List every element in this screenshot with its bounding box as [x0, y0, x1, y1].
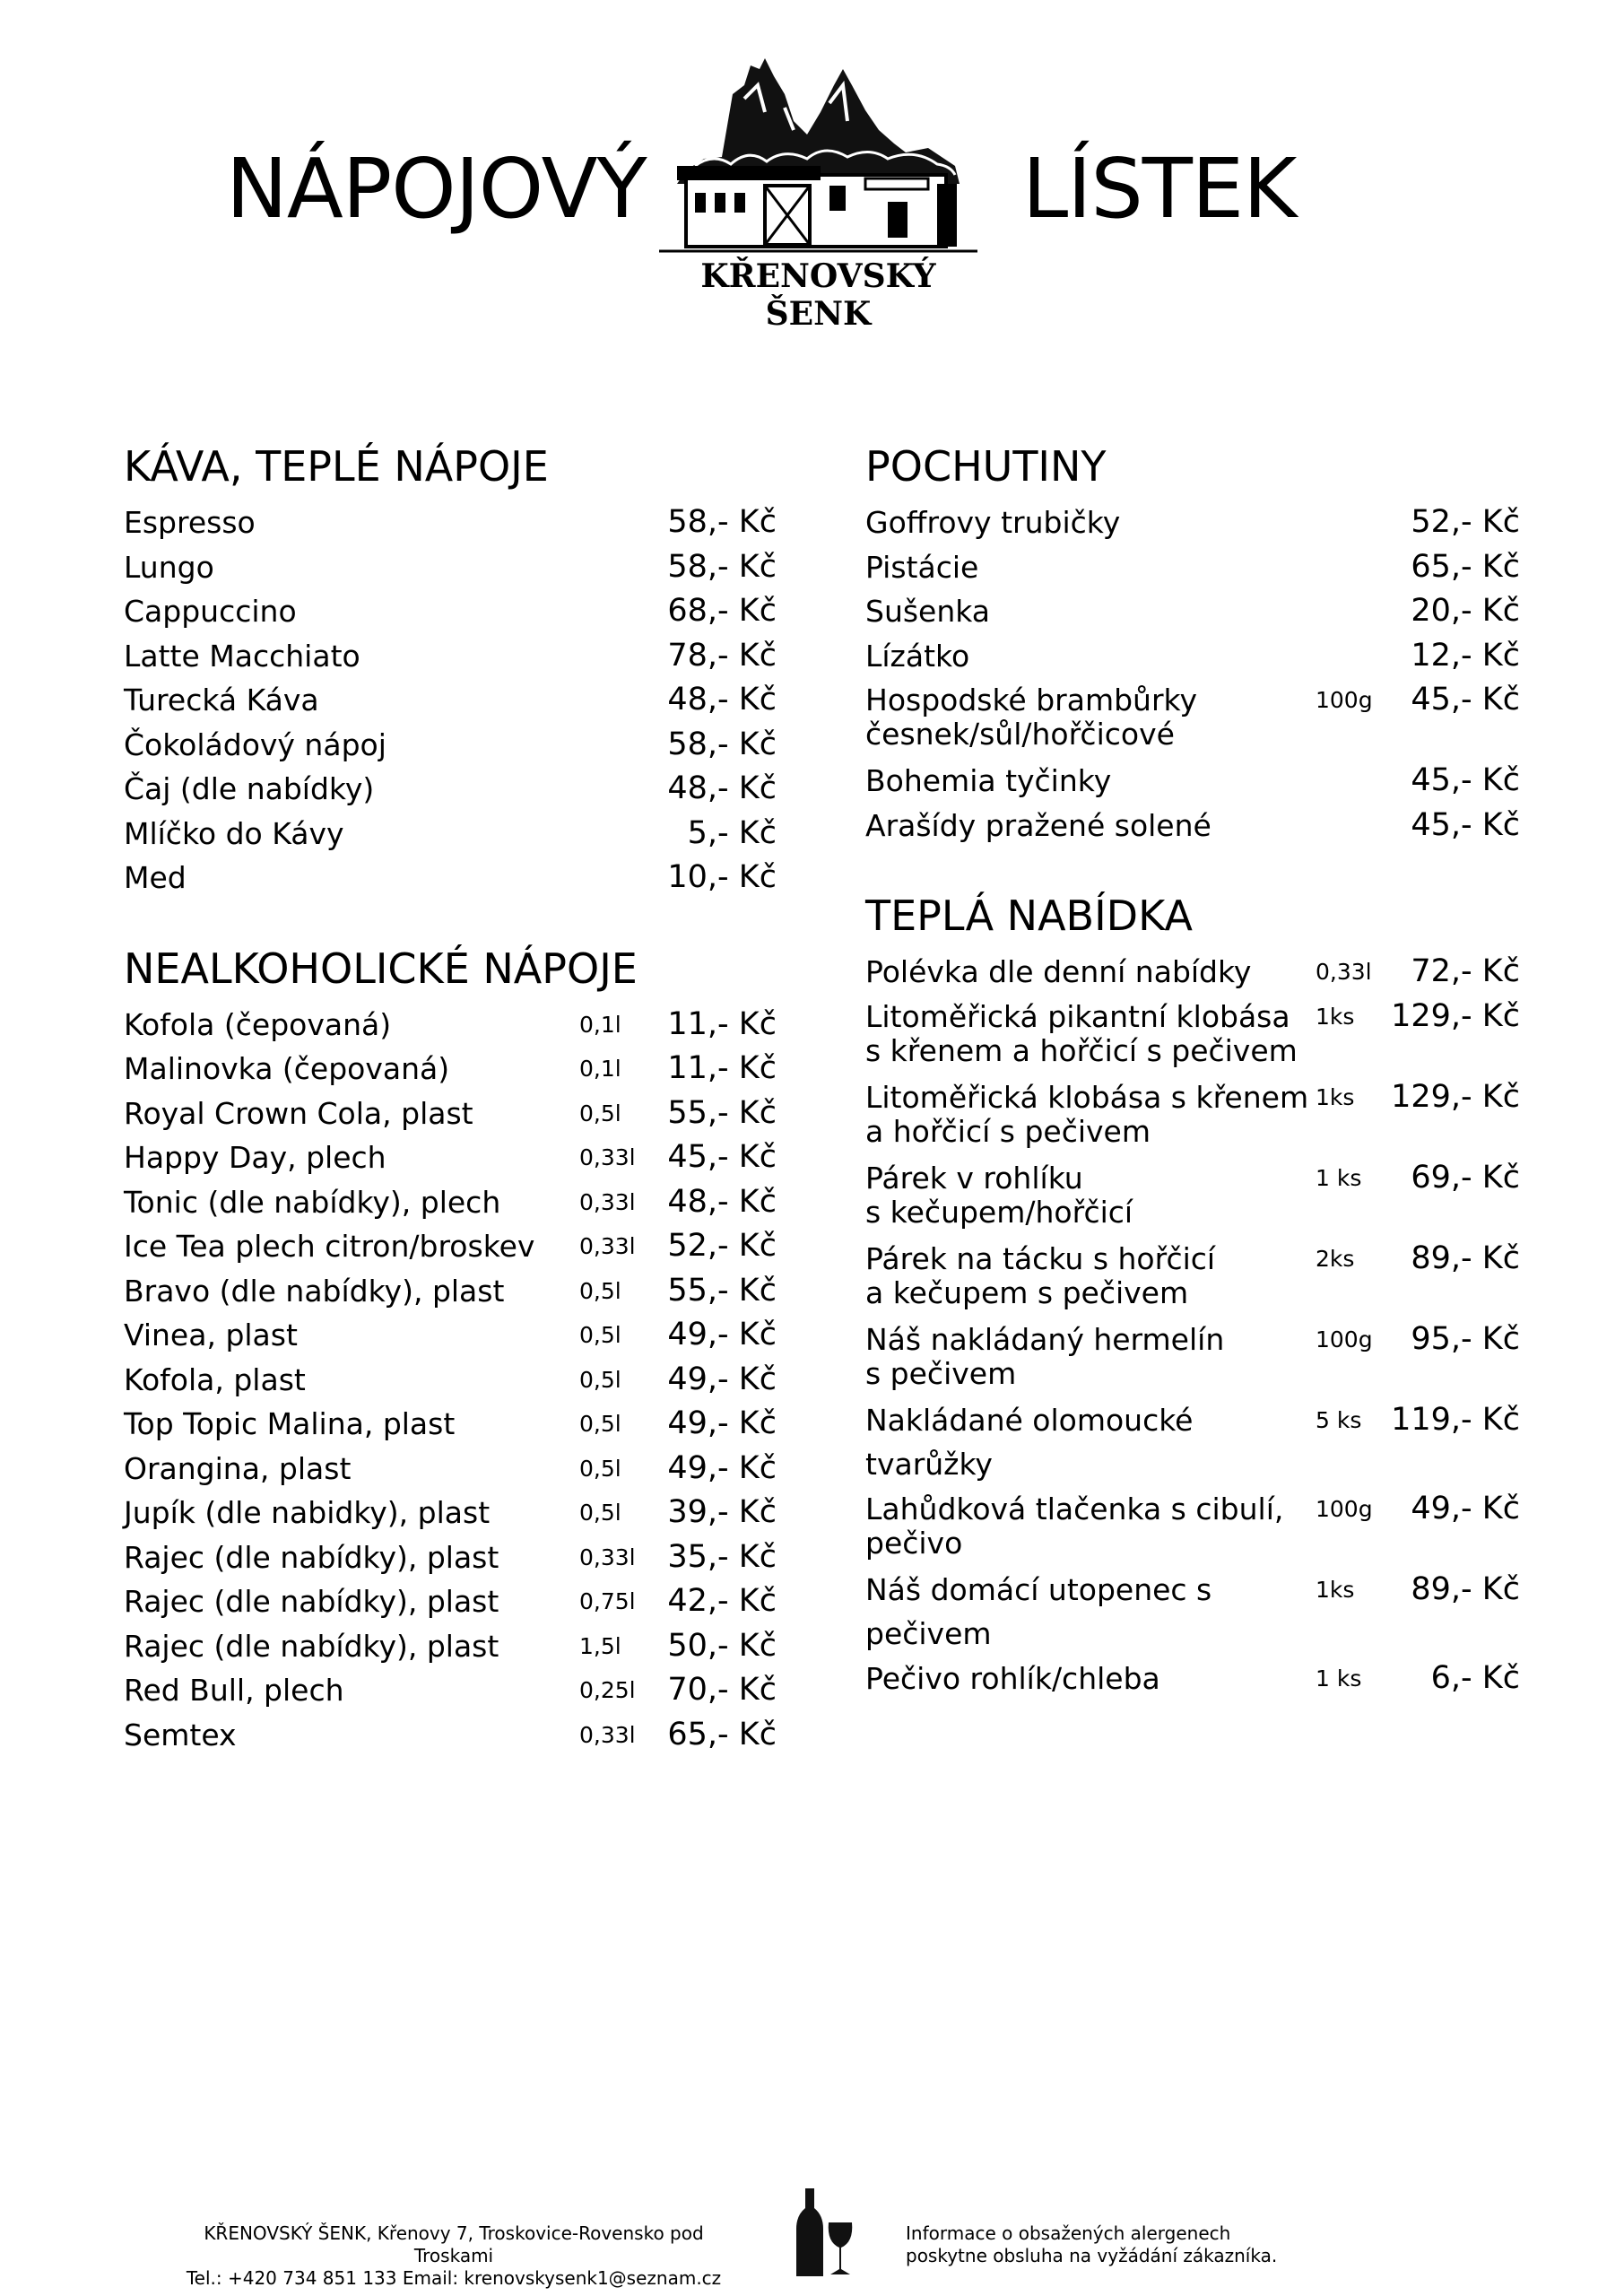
item-quantity: 0,5l	[579, 1100, 621, 1126]
item-price: 65,- Kč	[1411, 548, 1520, 585]
menu-item	[124, 1491, 777, 1535]
left-column	[124, 439, 777, 1798]
building-with-rocks-icon	[659, 58, 977, 265]
menu-item	[124, 1047, 777, 1091]
item-quantity: 0,5l	[579, 1277, 621, 1304]
item-price: 49,- Kč	[667, 1361, 777, 1397]
item-price: 70,- Kč	[667, 1672, 777, 1708]
item-quantity: 0,5l	[579, 1500, 621, 1526]
item-name: Bravo (dle nabídky), plast	[124, 1273, 505, 1309]
item-price: 58,- Kč	[667, 504, 777, 540]
item-name: Rajec (dle nabídky), plast	[124, 1628, 499, 1664]
item-quantity: 1 ks	[1316, 1164, 1362, 1191]
menu-item	[865, 1657, 1520, 1701]
menu-item	[124, 1003, 777, 1048]
section-title: POCHUTINY	[865, 442, 1107, 491]
item-price: 48,- Kč	[667, 682, 777, 718]
item-quantity: 1ks	[1316, 1083, 1355, 1110]
item-price: 39,- Kč	[667, 1494, 777, 1530]
logo	[659, 58, 977, 336]
item-name: Hospodské brambůrky česnek/sůl/hořčicové	[865, 683, 1197, 752]
item-price: 49,- Kč	[667, 1449, 777, 1486]
item-price: 58,- Kč	[667, 548, 777, 585]
item-name: Happy Day, plech	[124, 1140, 386, 1175]
menu-item	[865, 634, 1520, 679]
menu-item	[124, 767, 777, 812]
item-quantity: 1ks	[1316, 1003, 1355, 1030]
item-name: Pečivo rohlík/chleba	[865, 1660, 1160, 1696]
item-quantity: 0,33l	[579, 1188, 636, 1215]
item-price: 48,- Kč	[667, 770, 777, 806]
item-quantity: 100g	[1316, 1495, 1373, 1522]
item-price: 119,- Kč	[1391, 1401, 1520, 1438]
menu-item	[124, 1180, 777, 1225]
item-price: 89,- Kč	[1411, 1239, 1520, 1276]
item-price: 78,- Kč	[667, 637, 777, 674]
item-name: Royal Crown Cola, plast	[124, 1095, 473, 1131]
item-price: 49,- Kč	[1411, 1490, 1520, 1526]
section-title: KÁVA, TEPLÉ NÁPOJE	[124, 442, 549, 491]
menu-section	[865, 889, 1520, 1700]
item-quantity: 0,5l	[579, 1411, 621, 1437]
item-price: 68,- Kč	[667, 593, 777, 629]
menu-item	[865, 1398, 1520, 1487]
item-quantity: 1,5l	[579, 1632, 621, 1659]
item-quantity: 0,33l	[579, 1144, 636, 1170]
item-price: 20,- Kč	[1411, 593, 1520, 629]
menu-item	[865, 545, 1520, 590]
item-price: 69,- Kč	[1411, 1159, 1520, 1196]
item-price: 49,- Kč	[667, 1405, 777, 1441]
item-name: Goffrovy trubičky	[865, 505, 1121, 540]
item-name: Polévka dle denní nabídky	[865, 954, 1252, 989]
item-quantity: 0,33l	[1316, 959, 1372, 985]
menu-item	[865, 759, 1520, 804]
menu-item	[124, 1668, 777, 1713]
item-price: 129,- Kč	[1391, 997, 1520, 1034]
menu-item	[124, 634, 777, 679]
menu-item	[124, 1313, 777, 1358]
footer-allergen-line-2: poskytne obsluha na vyžádání zákazníka.	[906, 2245, 1278, 2266]
item-quantity: 1 ks	[1316, 1665, 1362, 1692]
item-name: Litoměřická klobása s křenem a hořčicí s pečivem	[865, 1079, 1309, 1149]
item-name: Latte Macchiato	[124, 638, 360, 674]
page-title-left: NÁPOJOVÝ	[226, 141, 647, 237]
menu-item	[124, 589, 777, 634]
item-name: Vinea, plast	[124, 1318, 298, 1352]
menu-item	[865, 1568, 1520, 1657]
item-quantity: 0,33l	[579, 1233, 636, 1259]
item-price: 45,- Kč	[667, 1139, 777, 1175]
wine-bottle-glass-icon	[787, 2188, 859, 2278]
item-price: 95,- Kč	[1411, 1320, 1520, 1357]
menu-item	[124, 812, 777, 857]
item-price: 72,- Kč	[1411, 953, 1520, 989]
menu-item	[124, 678, 777, 723]
item-price: 11,- Kč	[667, 1050, 777, 1086]
item-price: 6,- Kč	[1430, 1659, 1520, 1696]
footer-phone-email: Tel.: +420 734 851 133 Email: krenovskysenk1@seznam.cz	[186, 2267, 722, 2289]
item-name: Nakládané olomoucké tvarůžky	[865, 1402, 1194, 1482]
item-price: 58,- Kč	[667, 726, 777, 762]
menu-item	[865, 995, 1520, 1075]
footer-address: KŘENOVSKÝ ŠENK, Křenovy 7, Troskovice-Rovensko pod Troskami	[204, 2222, 704, 2266]
menu-section	[124, 942, 777, 1758]
item-quantity: 0,5l	[579, 1366, 621, 1393]
page-title-right: LÍSTEK	[1022, 141, 1297, 237]
menu-item	[865, 1487, 1520, 1568]
menu-item	[865, 950, 1520, 995]
item-quantity: 0,33l	[579, 1721, 636, 1748]
item-quantity: 0,75l	[579, 1588, 636, 1614]
item-quantity: 0,5l	[579, 1322, 621, 1348]
item-name: Náš domácí utopenec s pečivem	[865, 1571, 1212, 1651]
menu-section	[124, 439, 777, 900]
item-name: Med	[124, 860, 187, 895]
item-name: Cappuccino	[124, 594, 297, 629]
menu-item	[124, 723, 777, 768]
item-name: Red Bull, plech	[124, 1673, 344, 1708]
item-name: Espresso	[124, 505, 256, 540]
item-price: 48,- Kč	[667, 1183, 777, 1220]
item-quantity: 100g	[1316, 687, 1373, 713]
item-name: Sušenka	[865, 594, 991, 629]
item-name: Lahůdková tlačenka s cibulí, pečivo	[865, 1491, 1284, 1561]
item-quantity: 0,25l	[579, 1677, 636, 1703]
item-price: 49,- Kč	[667, 1317, 777, 1352]
footer-allergen-info	[906, 2222, 1354, 2267]
menu-item	[124, 1624, 777, 1669]
item-name: Tonic (dle nabídky), plech	[124, 1184, 501, 1220]
item-price: 65,- Kč	[667, 1716, 777, 1752]
item-name: Lízátko	[865, 638, 970, 674]
item-quantity: 0,1l	[579, 1011, 621, 1038]
section-title: NEALKOHOLICKÉ NÁPOJE	[124, 944, 638, 993]
item-price: 89,- Kč	[1411, 1570, 1520, 1607]
item-quantity: 0,5l	[579, 1455, 621, 1482]
item-price: 42,- Kč	[667, 1583, 777, 1619]
item-price: 12,- Kč	[1411, 637, 1520, 674]
item-price: 10,- Kč	[667, 859, 777, 895]
item-price: 55,- Kč	[667, 1272, 777, 1309]
menu-item	[124, 1447, 777, 1492]
footer-allergen-line-1: Informace o obsažených alergenech	[906, 2222, 1231, 2244]
item-price: 55,- Kč	[667, 1094, 777, 1131]
item-name: Lungo	[124, 549, 214, 585]
footer-contact	[167, 2222, 741, 2290]
item-name: Litoměřická pikantní klobása s křenem a hořčicí s pečivem	[865, 998, 1298, 1068]
item-name: Semtex	[124, 1717, 237, 1752]
item-name: Ice Tea plech citron/broskev	[124, 1229, 535, 1264]
item-price: 45,- Kč	[1411, 762, 1520, 798]
logo-line-2: ŠENK	[765, 295, 872, 333]
item-name: Jupík (dle nabidky), plast	[124, 1495, 491, 1530]
item-name: Pistácie	[865, 549, 979, 585]
menu-item	[865, 589, 1520, 634]
menu-section	[865, 439, 1520, 848]
item-name: Rajec (dle nabídky), plast	[124, 1584, 499, 1619]
item-name: Kofola (čepovaná)	[124, 1006, 392, 1042]
menu-item	[124, 1091, 777, 1136]
item-quantity: 5 ks	[1316, 1406, 1362, 1433]
item-name: Arašídy pražené solené	[865, 807, 1211, 843]
item-name: Náš nakládaný hermelín s pečivem	[865, 1321, 1225, 1391]
item-name: Turecká Káva	[124, 683, 319, 718]
menu-item	[124, 1713, 777, 1758]
item-price: 52,- Kč	[667, 1228, 777, 1264]
item-name: Mlíčko do Kávy	[124, 815, 344, 851]
item-name: Čokoládový nápoj	[124, 726, 386, 762]
menu-item	[124, 1402, 777, 1447]
logo-line-1: KŘENOVSKÝ	[700, 257, 936, 295]
menu-item	[124, 545, 777, 590]
item-quantity: 0,1l	[579, 1056, 621, 1082]
item-quantity: 1ks	[1316, 1576, 1355, 1603]
item-name: Párek v rohlíku s kečupem/hořčicí	[865, 1160, 1133, 1230]
menu-item	[124, 500, 777, 545]
item-name: Top Topic Malina, plast	[124, 1406, 456, 1441]
item-quantity: 2ks	[1316, 1245, 1355, 1272]
item-price: 5,- Kč	[687, 814, 777, 851]
menu-item	[124, 1269, 777, 1314]
item-name: Bohemia tyčinky	[865, 763, 1112, 798]
right-column	[865, 439, 1520, 1742]
menu-item	[865, 1237, 1520, 1318]
menu-item	[124, 1535, 777, 1580]
item-name: Kofola, plast	[124, 1361, 306, 1397]
item-name: Rajec (dle nabídky), plast	[124, 1539, 499, 1575]
menu-item	[865, 1156, 1520, 1237]
menu-item	[124, 1224, 777, 1269]
item-name: Čaj (dle nabídky)	[124, 771, 375, 806]
item-price: 50,- Kč	[667, 1627, 777, 1664]
section-title: TEPLÁ NABÍDKA	[865, 891, 1193, 940]
menu-item	[865, 1075, 1520, 1156]
item-quantity: 100g	[1316, 1326, 1373, 1352]
menu-item	[865, 678, 1520, 759]
item-name: Párek na tácku s hořčicí a kečupem s pečivem	[865, 1240, 1216, 1310]
item-price: 11,- Kč	[667, 1005, 777, 1042]
menu-item	[865, 1318, 1520, 1398]
item-price: 52,- Kč	[1411, 504, 1520, 540]
menu-item	[124, 1579, 777, 1624]
item-quantity: 0,33l	[579, 1544, 636, 1570]
menu-item	[865, 804, 1520, 848]
item-price: 35,- Kč	[667, 1538, 777, 1575]
menu-item	[124, 856, 777, 900]
item-price: 45,- Kč	[1411, 806, 1520, 843]
menu-item	[865, 500, 1520, 545]
menu-item	[124, 1135, 777, 1180]
item-price: 129,- Kč	[1391, 1078, 1520, 1115]
menu-item	[124, 1358, 777, 1403]
item-name: Malinovka (čepovaná)	[124, 1051, 450, 1086]
item-price: 45,- Kč	[1411, 682, 1520, 718]
item-name: Orangina, plast	[124, 1450, 352, 1486]
